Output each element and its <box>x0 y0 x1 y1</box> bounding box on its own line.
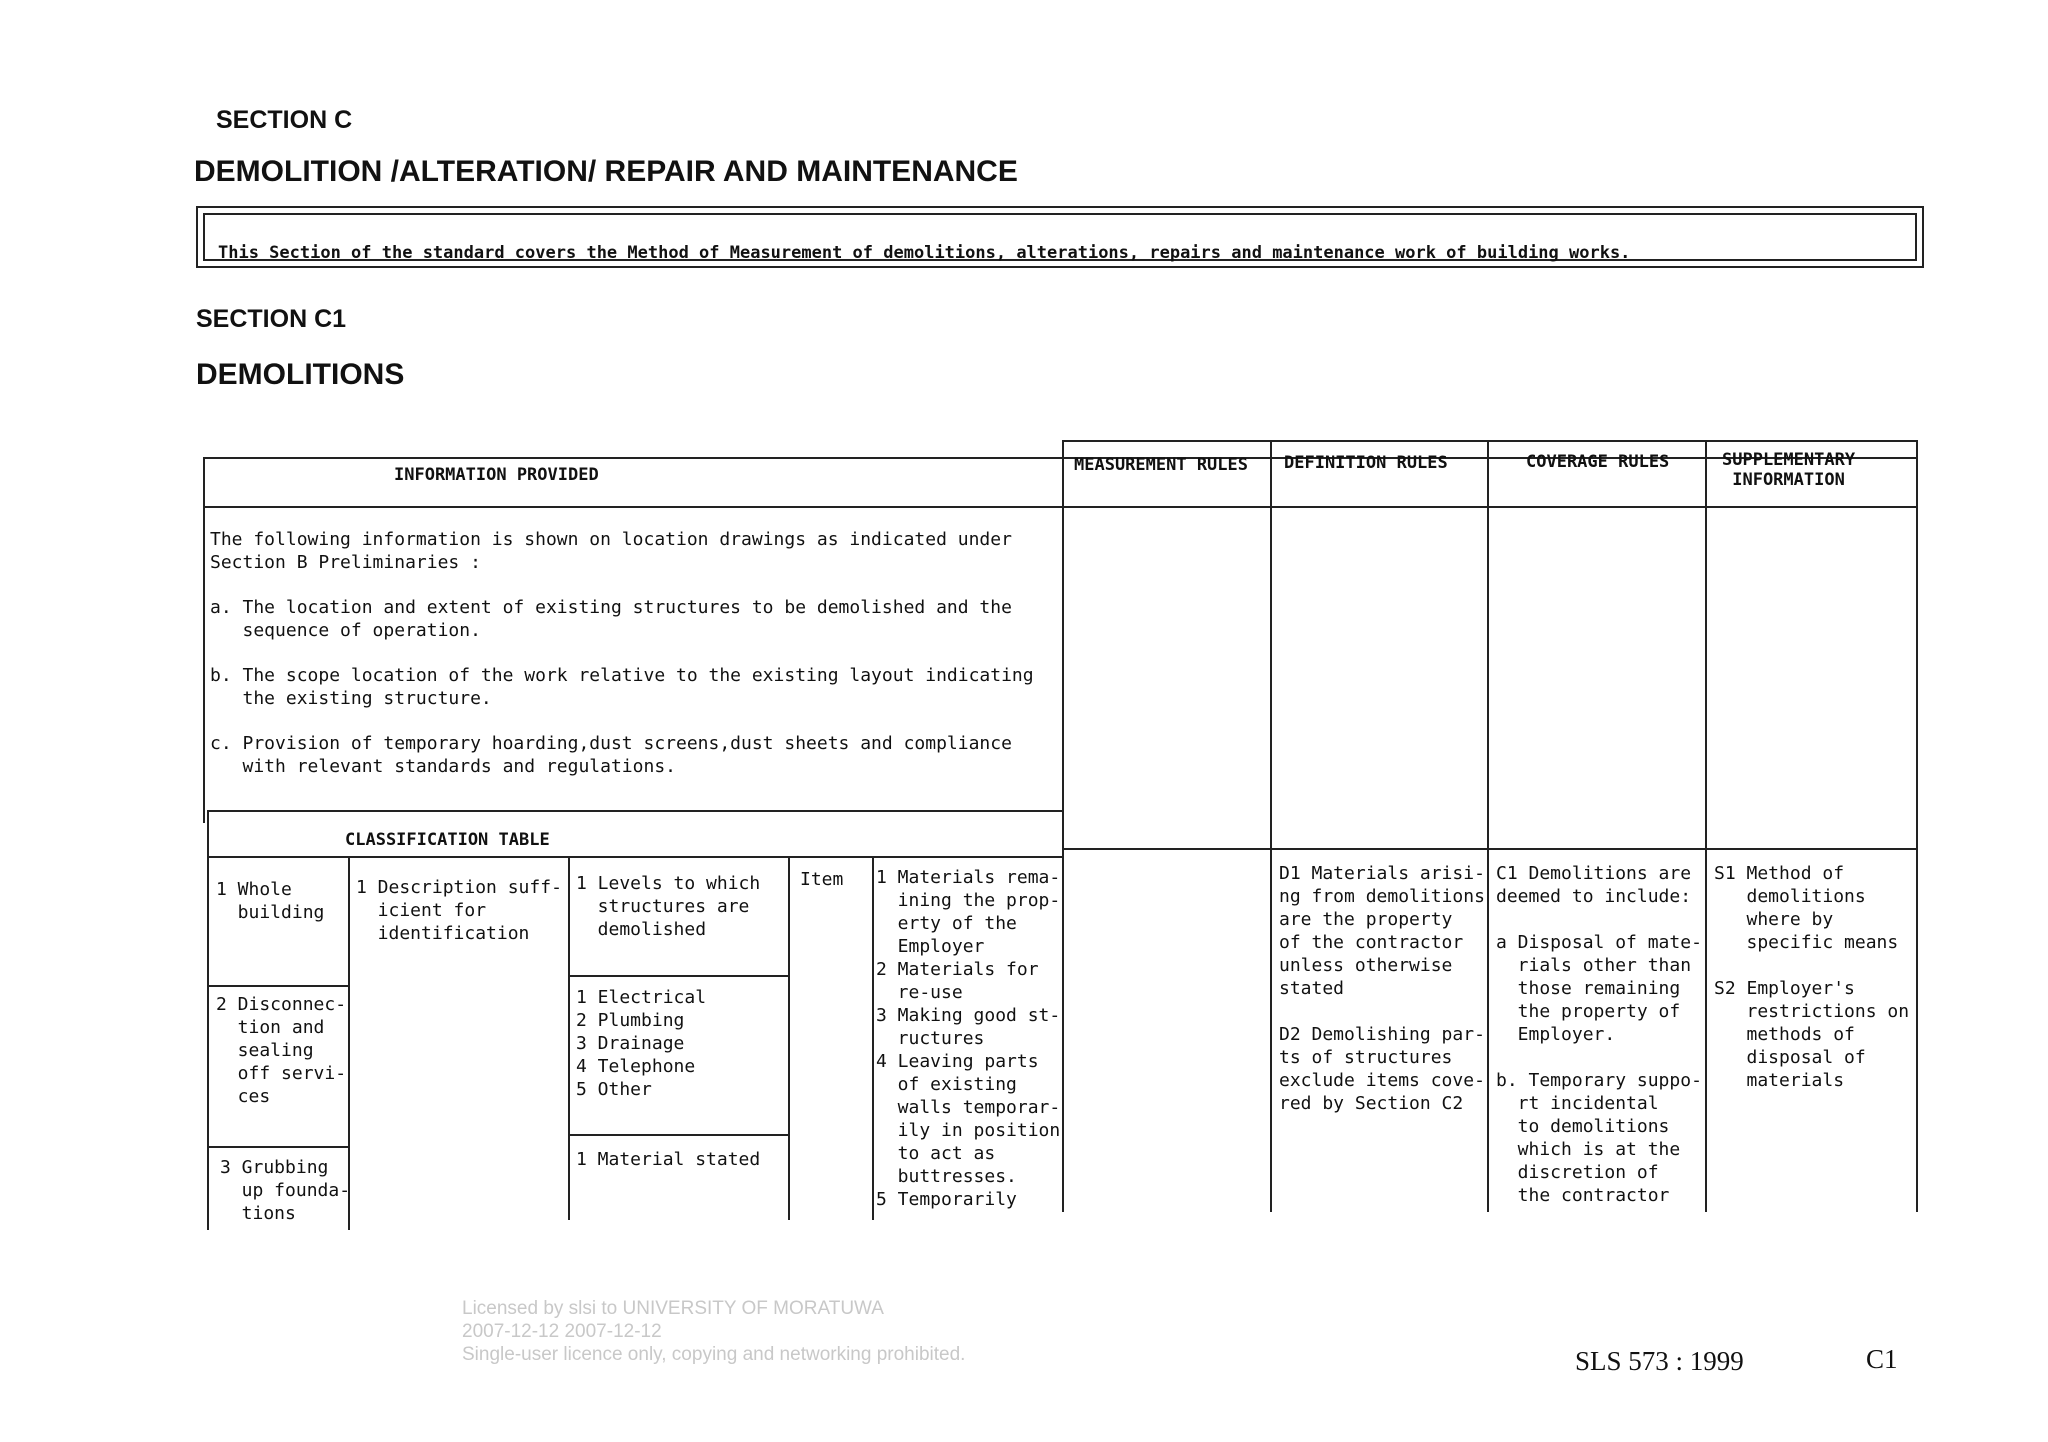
footer-page-number: C1 <box>1866 1344 1898 1374</box>
col4-unit: Item <box>800 869 844 890</box>
col2-description: 1 Description suff- icient for identification <box>356 877 562 944</box>
col3-material: 1 Material stated <box>576 1149 761 1170</box>
classification-table-title: CLASSIFICATION TABLE <box>345 830 550 850</box>
section-title: DEMOLITION /ALTERATION/ REPAIR AND MAINTENANCE <box>194 155 1018 188</box>
subsection-label: SECTION C1 <box>196 305 347 333</box>
info-intro: The following information is shown on location drawings as indicated under Section B Preliminaries : <box>210 529 1012 573</box>
subsection-title: DEMOLITIONS <box>196 358 405 391</box>
col1-item-3: 3 Grubbing up founda- tions <box>220 1157 351 1224</box>
info-item-a: a. The location and extent of existing structures to be demolished and the sequence of operation. <box>210 597 1012 641</box>
scope-text: This Section of the standard covers the Method of Measurement of demolitions, alterations, repairs and maintenance work of building works. <box>218 243 1631 263</box>
header-definition-rules: DEFINITION RULES <box>1284 453 1448 473</box>
info-item-c: c. Provision of temporary hoarding,dust screens,dust sheets and compliance with relevant standards and regulations. <box>210 733 1012 777</box>
watermark-line-1: Licensed by slsi to UNIVERSITY OF MORATUWA <box>462 1298 884 1319</box>
col1-item-2: 2 Disconnec- tion and sealing off servi- ces <box>216 994 347 1107</box>
header-measurement-rules: MEASUREMENT RULES <box>1074 455 1248 475</box>
licence-watermark <box>462 1297 965 1366</box>
coverage-rules-text: C1 Demolitions are deemed to include: a Disposal of mate- rials other than those remaining the property of Employer. b. Temporary suppo- rt incidental to demolitions which is at the discretion of the contractor <box>1496 863 1702 1206</box>
header-coverage-rules: COVERAGE RULES <box>1526 452 1670 472</box>
info-item-b: b. The scope location of the work relative to the existing layout indicating the existing structure. <box>210 665 1034 709</box>
col3-services: 1 Electrical 2 Plumbing 3 Drainage 4 Telephone 5 Other <box>576 987 707 1100</box>
header-supplementary-information: SUPPLEMENTARY INFORMATION <box>1722 450 1856 490</box>
section-label: SECTION C <box>216 106 353 134</box>
col3-levels: 1 Levels to which structures are demolished <box>576 873 761 940</box>
footer-standard: SLS 573 : 1999 <box>1575 1346 1744 1376</box>
supplementary-text: S1 Method of demolitions where by specific means S2 Employer's restrictions on methods of disposal of materials <box>1714 863 1910 1091</box>
watermark-line-2: 2007-12-12 2007-12-12 <box>462 1321 662 1342</box>
header-information-provided: INFORMATION PROVIDED <box>394 465 599 485</box>
definition-rules-text: D1 Materials arisi- ng from demolitions are the property of the contractor unless otherwise stated D2 Demolishing par- ts of structures exclude items cove- red by Section C2 <box>1279 863 1485 1114</box>
col1-item-1: 1 Whole building <box>216 879 325 923</box>
watermark-line-3: Single-user licence only, copying and networking prohibited. <box>462 1344 966 1365</box>
col5-materials: 1 Materials rema- ining the prop- erty of the Employer 2 Materials for re-use 3 Making good st- ructures 4 Leaving parts of existing walls temporar- ily in position to act as buttresses. 5 Temporarily <box>876 867 1061 1210</box>
